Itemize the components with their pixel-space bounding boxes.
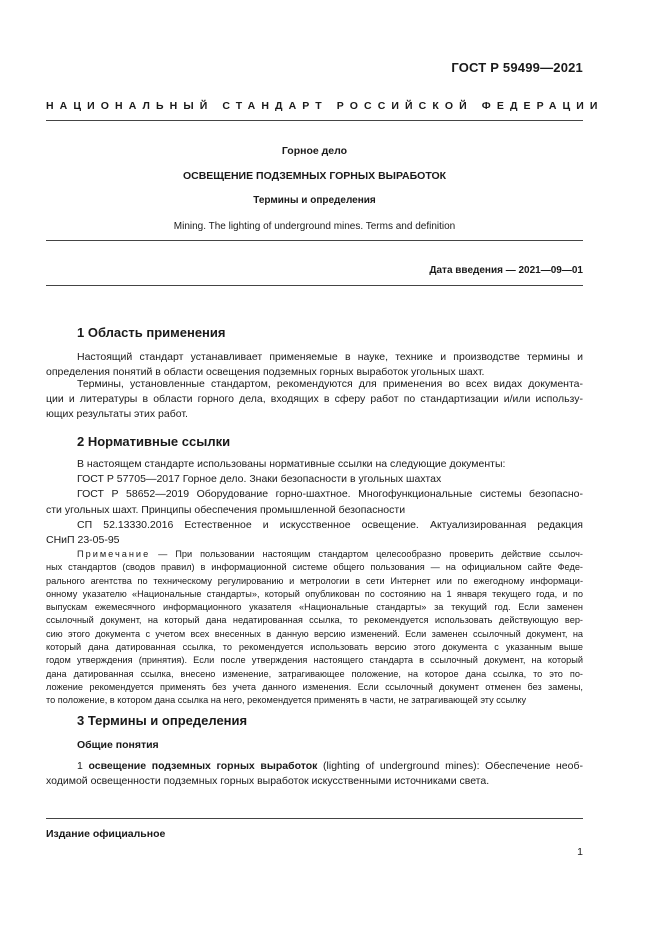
text-line: Термины, установленные стандартом, рекомендуются для применения во всех видах документа- <box>77 378 583 390</box>
note-line: годом утверждения (принятия). Если после утверждения настоящего стандарта в ссылочный документ, на который <box>46 655 583 666</box>
text-line: ходимой освещенности подземных горных выработок искусственными источниками света. <box>46 775 490 788</box>
note-line: сию этого документа с учетом всех внесенных в данную версию изменений. Если заменен ссылочный документ, на <box>46 628 583 639</box>
note-line: выпускам ежемесячного информационного указателя «Национальные стандарты» за текущий год. Если заменен <box>46 602 583 613</box>
national-standard-banner: НАЦИОНАЛЬНЫЙ СТАНДАРТ РОССИЙСКОЙ ФЕДЕРАЦИИ <box>46 100 604 112</box>
section-1-paragraph-2 <box>46 377 583 423</box>
introduction-date: Дата введения — 2021—09—01 <box>429 265 583 276</box>
note-line: рального агентства по техническому регулированию и метрологии в сети Интернет или по ежегодному информаци- <box>46 575 583 586</box>
document-title: ОСВЕЩЕНИЕ ПОДЗЕМНЫХ ГОРНЫХ ВЫРАБОТОК <box>182 170 447 182</box>
note-block <box>46 548 583 708</box>
text-line: СНиП 23-05-95 <box>46 534 120 547</box>
document-subtitle: Термины и определения <box>253 195 376 206</box>
term-entry-1 <box>46 759 583 789</box>
footer-divider <box>46 818 583 819</box>
note-line: то положение, в котором дана ссылка на него, рекомендуется применять в части, не затрагивающей эту ссылку <box>46 695 527 706</box>
header-divider <box>46 120 583 121</box>
note-text: — При пользовании настоящим стандартом целесообразно проверить действие ссылоч- <box>150 549 583 559</box>
note-line: дана датированная ссылка, внесено изменение, затрагивающее положение, на которое дана ссылка, то это по- <box>46 668 583 679</box>
note-label: Примечание <box>77 549 151 559</box>
section-3-heading: 3 Термины и определения <box>77 713 248 728</box>
text-line: ции и литературы в области горного дела, входящих в сферу работ по стандартизации и/или использу- <box>46 393 583 406</box>
reference-item: ГОСТ Р 58652—2019 Оборудование горно-шахтное. Многофункциональные системы безопасно- <box>77 488 583 501</box>
term-line <box>46 759 583 774</box>
text-line: В настоящем стандарте использованы нормативные ссылки на следующие документы: <box>77 458 506 470</box>
note-line: ссылочный документ, на который дана недатированная ссылка, то рекомендуется использовать действующую вер- <box>46 615 583 626</box>
note-line: ных стандартов (сводов правил) в информационной системе общего пользования — на официальном сайте Феде- <box>46 562 583 573</box>
section-1-paragraph-1 <box>46 350 583 380</box>
english-title: Mining. The lighting of underground mines. Terms and definition <box>173 221 456 232</box>
page-number: 1 <box>577 846 583 858</box>
reference-item: ГОСТ Р 57705—2017 Горное дело. Знаки безопасности в угольных шахтах <box>77 473 442 486</box>
document-number: ГОСТ Р 59499—2021 <box>451 60 583 75</box>
official-edition-label: Издание официальное <box>46 828 166 840</box>
title-divider <box>46 240 583 241</box>
text-line: сти угольных шахт. Принципы обеспечения промышленной безопасности <box>46 503 406 516</box>
subject-area: Горное дело <box>281 145 348 157</box>
term-name: освещение подземных горных выработок <box>88 760 318 772</box>
text-line: определения понятий в области освещения подземных горных выработок угольных шахт. <box>46 366 485 379</box>
term-definition: (lighting of underground mines): Обеспечение необ- <box>317 760 583 772</box>
term-number: 1 <box>77 760 89 772</box>
note-line: онному указателю «Национальные стандарты», который опубликован по состоянию на 1 января текущего года, и по <box>46 588 583 599</box>
section-2-heading: 2 Нормативные ссылки <box>77 434 231 449</box>
date-divider <box>46 285 583 286</box>
note-line: который дана датированная ссылка, то рекомендуется использовать версию этого документа с указанным выше <box>46 642 583 653</box>
section-2-references <box>46 457 583 548</box>
section-1-heading: 1 Область применения <box>77 325 226 340</box>
note-line: ложение рекомендуется применять без учета данного изменения. Если ссылочный документ отменен без замены, <box>46 681 583 692</box>
note-first-line <box>46 548 583 561</box>
text-line: ющих результаты этих работ. <box>46 408 188 421</box>
text-line: Настоящий стандарт устанавливает применяемые в науке, технике и производстве термины и <box>77 351 583 363</box>
section-3-subheading: Общие понятия <box>77 739 159 751</box>
reference-item: СП 52.13330.2016 Естественное и искусственное освещение. Актуализированная редакция <box>77 518 583 531</box>
